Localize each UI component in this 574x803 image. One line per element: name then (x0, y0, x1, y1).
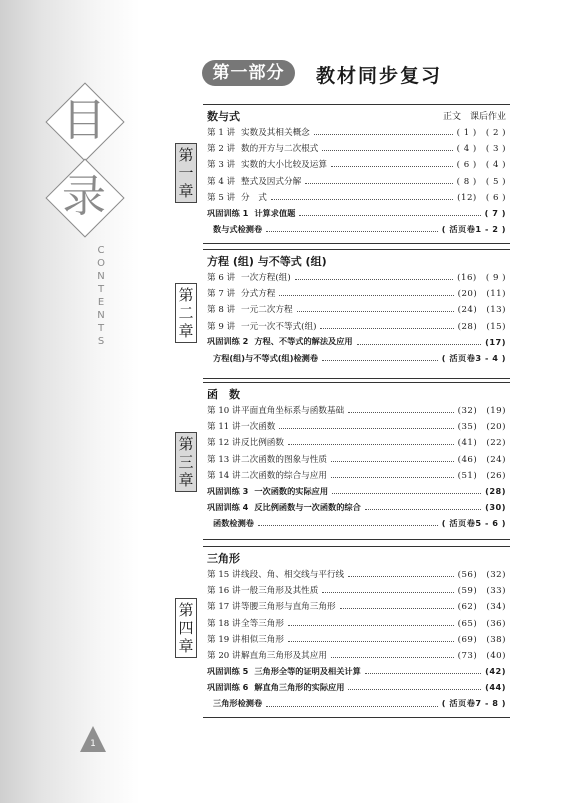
entry-pages: (51) (26) (457, 470, 506, 481)
dot-leader (271, 198, 453, 200)
entry-number: 巩固训练 4 (207, 501, 249, 512)
entry-title: 等腰三角形与直角三角形 (241, 602, 336, 613)
entry-title: 计算求值题 (254, 207, 296, 218)
entry-number: 第 20 讲 (207, 651, 241, 661)
contents-letter: T (97, 323, 105, 334)
toc-section (203, 249, 510, 379)
chapter-char: 章 (178, 471, 194, 489)
part-title: 教材同步复习 (316, 65, 443, 87)
section-title: 函 数 (207, 388, 240, 401)
entry-number: 第 9 讲 (207, 321, 236, 332)
toc-entry[interactable] (207, 632, 506, 646)
entry-number: 第 4 讲 (207, 176, 236, 187)
entry-number: 第 2 讲 (207, 144, 236, 155)
entry-title: 三角形检测卷 (213, 698, 263, 709)
toc-section (203, 382, 510, 540)
mu-char: 目 (62, 95, 106, 146)
toc-entry[interactable] (207, 157, 506, 171)
entry-title: 实数的大小比较及运算 (241, 160, 327, 171)
entry-number: 巩固训练 5 (207, 665, 249, 676)
entry-title: 数与式检测卷 (213, 223, 263, 234)
entry-pages: ( 活页卷1 - 2 ) (441, 223, 506, 234)
toc-entry[interactable] (207, 583, 506, 597)
entry-title: 分 式 (241, 192, 267, 203)
chapter-char: 章 (178, 637, 194, 655)
toc-entry[interactable] (207, 141, 506, 155)
column-headers: 正文 课后作业 (442, 112, 506, 122)
entry-pages: (16) ( 9 ) (457, 273, 506, 283)
entry-number: 第 11 讲 (207, 422, 241, 433)
toc-test-entry[interactable] (207, 351, 506, 365)
entry-pages: (59) (33) (457, 586, 506, 597)
toc-entry[interactable] (207, 484, 506, 498)
entry-title: 一次函数的实际应用 (254, 485, 329, 496)
dot-leader (365, 672, 481, 674)
entry-number: 巩固训练 2 (207, 336, 249, 347)
chapter-char: 三 (178, 453, 194, 471)
entry-pages: (30) (485, 502, 506, 513)
toc-entry[interactable] (207, 435, 506, 449)
chapter-char: 第 (178, 601, 194, 619)
toc-section (203, 546, 510, 718)
entry-pages: ( 1 ) ( 2 ) (456, 128, 506, 138)
entry-title: 分式方程 (241, 289, 276, 300)
contents-letter: S (97, 336, 105, 347)
entry-title: 一元一次不等式(组) (241, 321, 317, 332)
toc-test-entry[interactable] (207, 516, 506, 530)
entry-pages: (35) (20) (457, 422, 506, 433)
entry-number: 巩固训练 1 (207, 207, 249, 218)
entry-title: 一般三角形及其性质 (241, 586, 319, 597)
toc-entry[interactable] (207, 270, 506, 284)
entry-number: 第 14 讲 (207, 470, 241, 481)
entry-pages: (62) (34) (457, 602, 506, 613)
entry-title: 线段、角、相交线与平行线 (241, 570, 345, 580)
entry-pages: (69) (38) (457, 634, 506, 645)
toc-entry[interactable] (207, 286, 506, 300)
toc-test-entry[interactable] (207, 697, 506, 711)
toc-entry[interactable] (207, 648, 506, 662)
entry-pages: (12) ( 6 ) (457, 192, 506, 203)
dot-leader (331, 656, 454, 658)
entry-title: 整式及因式分解 (241, 176, 302, 187)
entry-title: 二次函数的综合与应用 (241, 470, 327, 481)
entry-pages: (41) (22) (457, 438, 506, 449)
entry-number: 第 7 讲 (207, 289, 236, 300)
toc-entry[interactable] (207, 599, 506, 613)
lu-char: 录 (62, 171, 106, 222)
entry-title: 解直角三角形的实际应用 (254, 681, 345, 692)
chapter-char: 一 (178, 164, 194, 182)
dot-leader (295, 278, 453, 280)
entry-title: 一次方程(组) (241, 273, 291, 283)
dot-leader (297, 310, 454, 312)
toc-entry[interactable] (207, 419, 506, 433)
chapter-char: 第 (178, 146, 194, 164)
dot-leader (266, 230, 438, 232)
toc-entry[interactable] (207, 174, 506, 188)
entry-title: 平面直角坐标系与函数基础 (241, 406, 345, 416)
entry-title: 二次函数的图象与性质 (241, 454, 327, 465)
dot-leader (348, 575, 453, 577)
part-label: 第一部分 (202, 60, 295, 86)
entry-pages: ( 8 ) ( 5 ) (456, 176, 506, 187)
chapter-badge (175, 432, 197, 492)
toc-entry[interactable] (207, 680, 506, 694)
entry-number: 巩固训练 6 (207, 681, 249, 692)
toc-test-entry[interactable] (207, 222, 506, 236)
dot-leader (357, 343, 482, 345)
toc-entry[interactable] (207, 190, 506, 204)
entry-title: 方程、不等式的解法及应用 (254, 336, 353, 347)
dot-leader (340, 607, 454, 609)
entry-number: 第 1 讲 (207, 128, 236, 138)
entry-pages: ( 活页卷5 - 6 ) (441, 517, 506, 528)
dot-leader (320, 327, 453, 329)
dot-leader (288, 624, 454, 626)
section-title: 方程 (组) 与不等式 (组) (207, 255, 327, 268)
dot-leader (322, 591, 453, 593)
entry-pages: (65) (36) (457, 618, 506, 629)
dot-leader (322, 149, 452, 151)
dot-leader (279, 427, 453, 429)
entry-number: 第 8 讲 (207, 305, 236, 316)
contents-letter: N (97, 310, 105, 321)
entry-number: 巩固训练 3 (207, 485, 249, 496)
entry-pages: (73) (40) (457, 651, 506, 661)
section-title: 三角形 (207, 552, 240, 565)
entry-pages: (32) (19) (457, 406, 506, 416)
contents-letter: C (97, 245, 105, 256)
entry-title: 数的开方与二次根式 (241, 144, 319, 155)
toc-entry[interactable] (207, 616, 506, 630)
entry-title: 相似三角形 (241, 634, 284, 645)
dot-leader (305, 182, 452, 184)
entry-title: 三角形全等的证明及相关计算 (254, 665, 361, 676)
entry-pages: (56) (32) (457, 570, 506, 580)
entry-number: 第 3 讲 (207, 160, 236, 171)
toc-entry[interactable] (207, 125, 506, 139)
toc-section (203, 104, 510, 244)
entry-pages: (28) (485, 486, 506, 496)
chapter-badge (175, 598, 197, 658)
dot-leader (288, 443, 454, 445)
entry-pages: (28) (15) (457, 321, 506, 332)
entry-pages: (20) (11) (457, 289, 506, 300)
dot-leader (266, 705, 438, 707)
entry-title: 方程(组)与不等式(组)检测卷 (213, 352, 319, 363)
entry-title: 函数检测卷 (213, 517, 254, 528)
entry-number: 第 5 讲 (207, 192, 236, 203)
toc-entry[interactable] (207, 319, 506, 333)
entry-number: 第 12 讲 (207, 438, 241, 449)
dot-leader (288, 640, 454, 642)
entry-title: 全等三角形 (241, 618, 284, 629)
entry-pages: ( 6 ) ( 4 ) (456, 160, 506, 171)
dot-leader (331, 165, 453, 167)
entry-number: 第 13 讲 (207, 454, 241, 465)
dot-leader (365, 508, 481, 510)
toc-entry[interactable] (207, 500, 506, 514)
chapter-char: 章 (178, 182, 194, 200)
chapter-badge (175, 283, 197, 343)
chapter-badge (175, 143, 197, 203)
dot-leader (314, 133, 453, 135)
dot-leader (331, 460, 454, 462)
chapter-char: 第 (178, 435, 194, 453)
toc-entry[interactable] (207, 302, 506, 316)
section-title: 数与式 (207, 110, 240, 123)
entry-number: 第 16 讲 (207, 586, 241, 597)
entry-pages: (17) (485, 336, 506, 347)
entry-title: 解直角三角形及其应用 (241, 651, 327, 661)
toc-entry[interactable] (207, 468, 506, 482)
entry-title: 反比例函数与一次函数的综合 (254, 501, 361, 512)
chapter-char: 四 (178, 619, 194, 637)
contents-letter: T (97, 284, 105, 295)
entry-number: 第 19 讲 (207, 634, 241, 645)
contents-letter: N (97, 271, 105, 282)
toc-entry[interactable] (207, 403, 506, 417)
entry-pages: ( 活页卷3 - 4 ) (441, 352, 506, 363)
dot-leader (258, 524, 438, 526)
page-number: 1 (90, 739, 96, 749)
dot-leader (279, 294, 453, 296)
dot-leader (299, 214, 480, 216)
entry-pages: ( 活页卷7 - 8 ) (441, 698, 506, 709)
entry-pages: (42) (485, 666, 506, 677)
toc-entry[interactable] (207, 664, 506, 678)
toc-entry[interactable] (207, 335, 506, 349)
entry-number: 第 17 讲 (207, 602, 241, 613)
chapter-char: 二 (178, 304, 194, 322)
entry-title: 实数及其相关概念 (241, 128, 310, 138)
contents-letter: E (97, 297, 105, 308)
toc-entry[interactable] (207, 452, 506, 466)
entry-number: 第 18 讲 (207, 618, 241, 629)
dot-leader (322, 359, 438, 361)
entry-pages: ( 7 ) (484, 208, 506, 218)
chapter-char: 章 (178, 322, 194, 340)
entry-title: 一次函数 (241, 422, 276, 433)
entry-title: 一元二次方程 (241, 305, 293, 316)
entry-title: 反比例函数 (241, 438, 284, 449)
entry-number: 第 6 讲 (207, 273, 236, 283)
dot-leader (348, 688, 481, 690)
entry-number: 第 10 讲 (207, 406, 241, 416)
toc-entry[interactable] (207, 567, 506, 581)
entry-pages: (24) (13) (457, 305, 506, 316)
dot-leader (348, 411, 453, 413)
dot-leader (331, 476, 454, 478)
entry-number: 第 15 讲 (207, 570, 241, 580)
chapter-char: 第 (178, 286, 194, 304)
toc-entry[interactable] (207, 206, 506, 220)
contents-letter: O (97, 258, 105, 269)
entry-pages: (46) (24) (457, 454, 506, 465)
entry-pages: ( 4 ) ( 3 ) (456, 144, 506, 155)
dot-leader (332, 492, 481, 494)
entry-pages: (44) (485, 682, 506, 693)
